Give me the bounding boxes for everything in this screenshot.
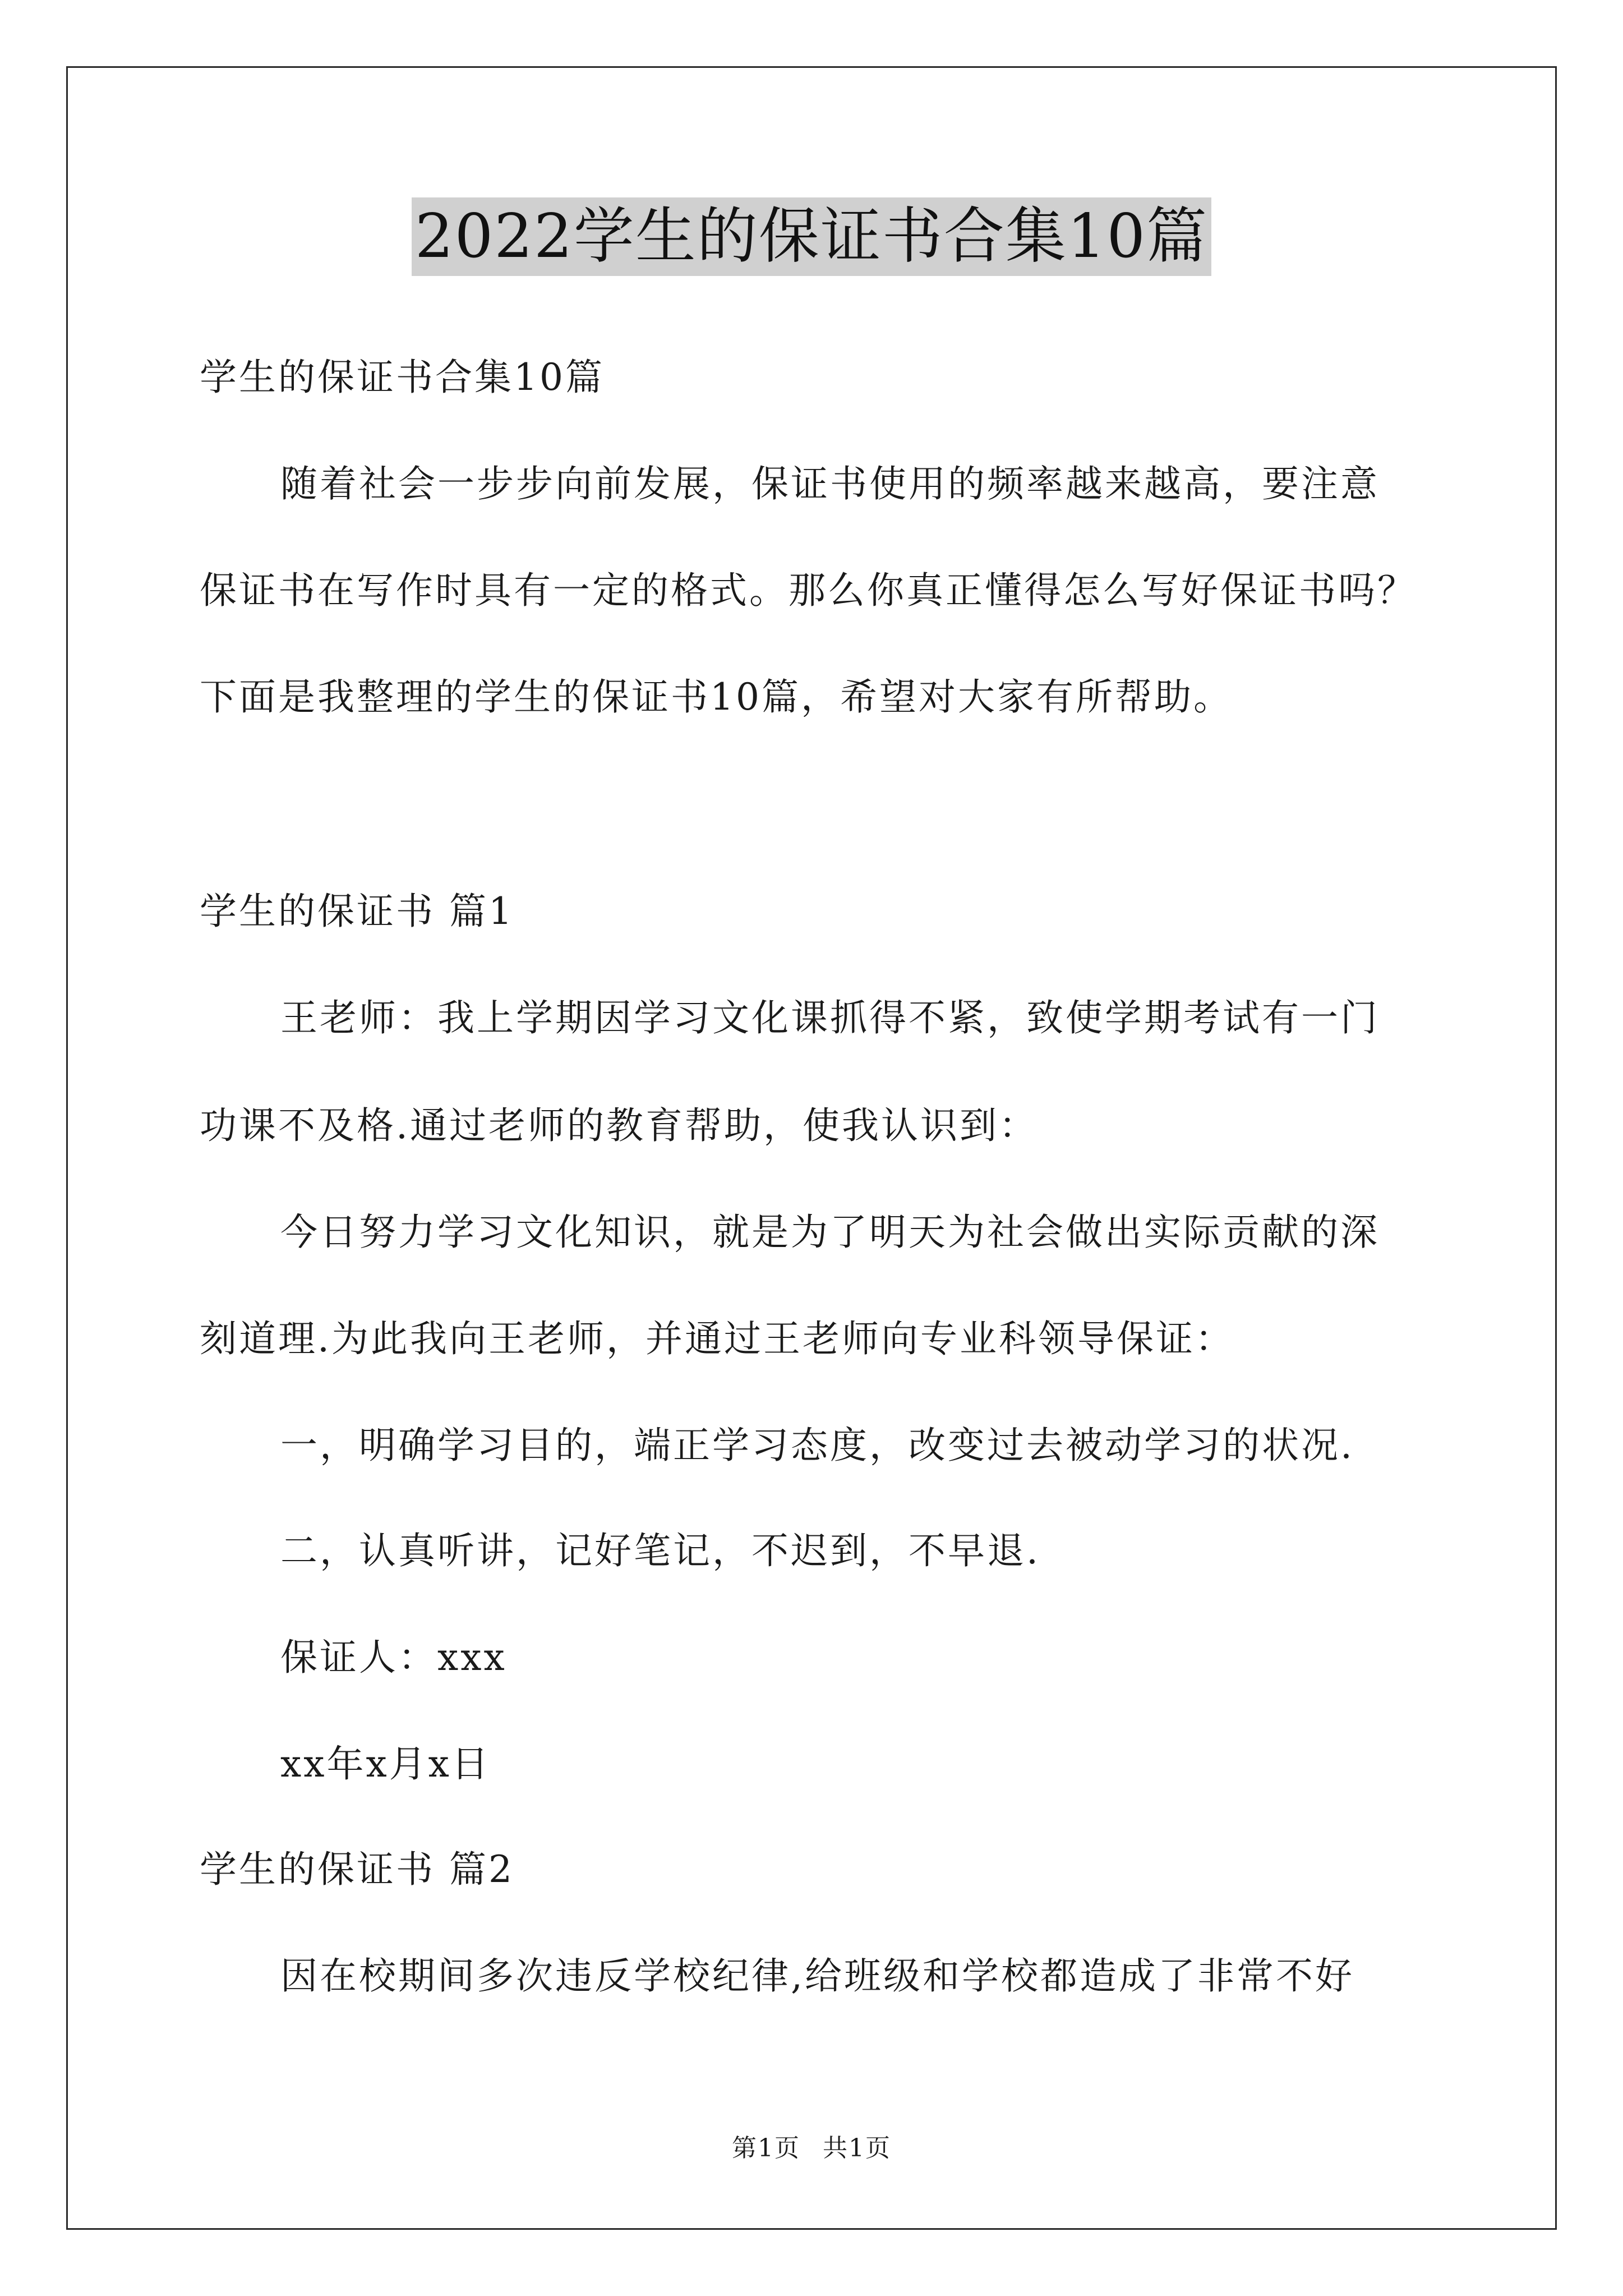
section-1-line-5: 一，明确学习目的，端正学习态度，改变过去被动学习的状况. (280, 1424, 1354, 1467)
section-1-heading: 学生的保证书 篇1 (200, 890, 514, 933)
intro-line-2: 保证书在写作时具有一定的格式。那么你真正懂得怎么写好保证书吗？ (200, 569, 1417, 612)
date-line: xx年x月x日 (280, 1742, 491, 1786)
page-footer (0, 2132, 1623, 2165)
section-1-line-4: 刻道理.为此我向王老师，并通过王老师向专业科领导保证： (200, 1317, 1234, 1360)
intro-line-3: 下面是我整理的学生的保证书10篇，希望对大家有所帮助。 (200, 675, 1233, 719)
section-1-line-2: 功课不及格.通过老师的教育帮助，使我认识到： (200, 1104, 1038, 1147)
section-1-line-1: 王老师：我上学期因学习文化课抓得不紧，致使学期考试有一门 (280, 996, 1380, 1039)
document-title: 2022学生的保证书合集10篇 (412, 197, 1211, 276)
section-2-heading: 学生的保证书 篇2 (200, 1848, 514, 1891)
page-number: 第1页 (732, 2134, 800, 2162)
section-2-line-1: 因在校期间多次违反学校纪律,给班级和学校都造成了非常不好 (280, 1954, 1354, 1998)
page-total: 共1页 (823, 2134, 891, 2162)
section-1-line-6: 二，认真听讲，记好笔记，不迟到，不早退. (280, 1529, 1040, 1572)
section-1-line-3: 今日努力学习文化知识，就是为了明天为社会做出实际贡献的深 (280, 1211, 1380, 1254)
signer-line: 保证人：xxx (280, 1636, 507, 1679)
title-block (0, 197, 1623, 276)
subtitle: 学生的保证书合集10篇 (200, 356, 605, 399)
intro-line-1: 随着社会一步步向前发展，保证书使用的频率越来越高，要注意 (280, 462, 1380, 505)
